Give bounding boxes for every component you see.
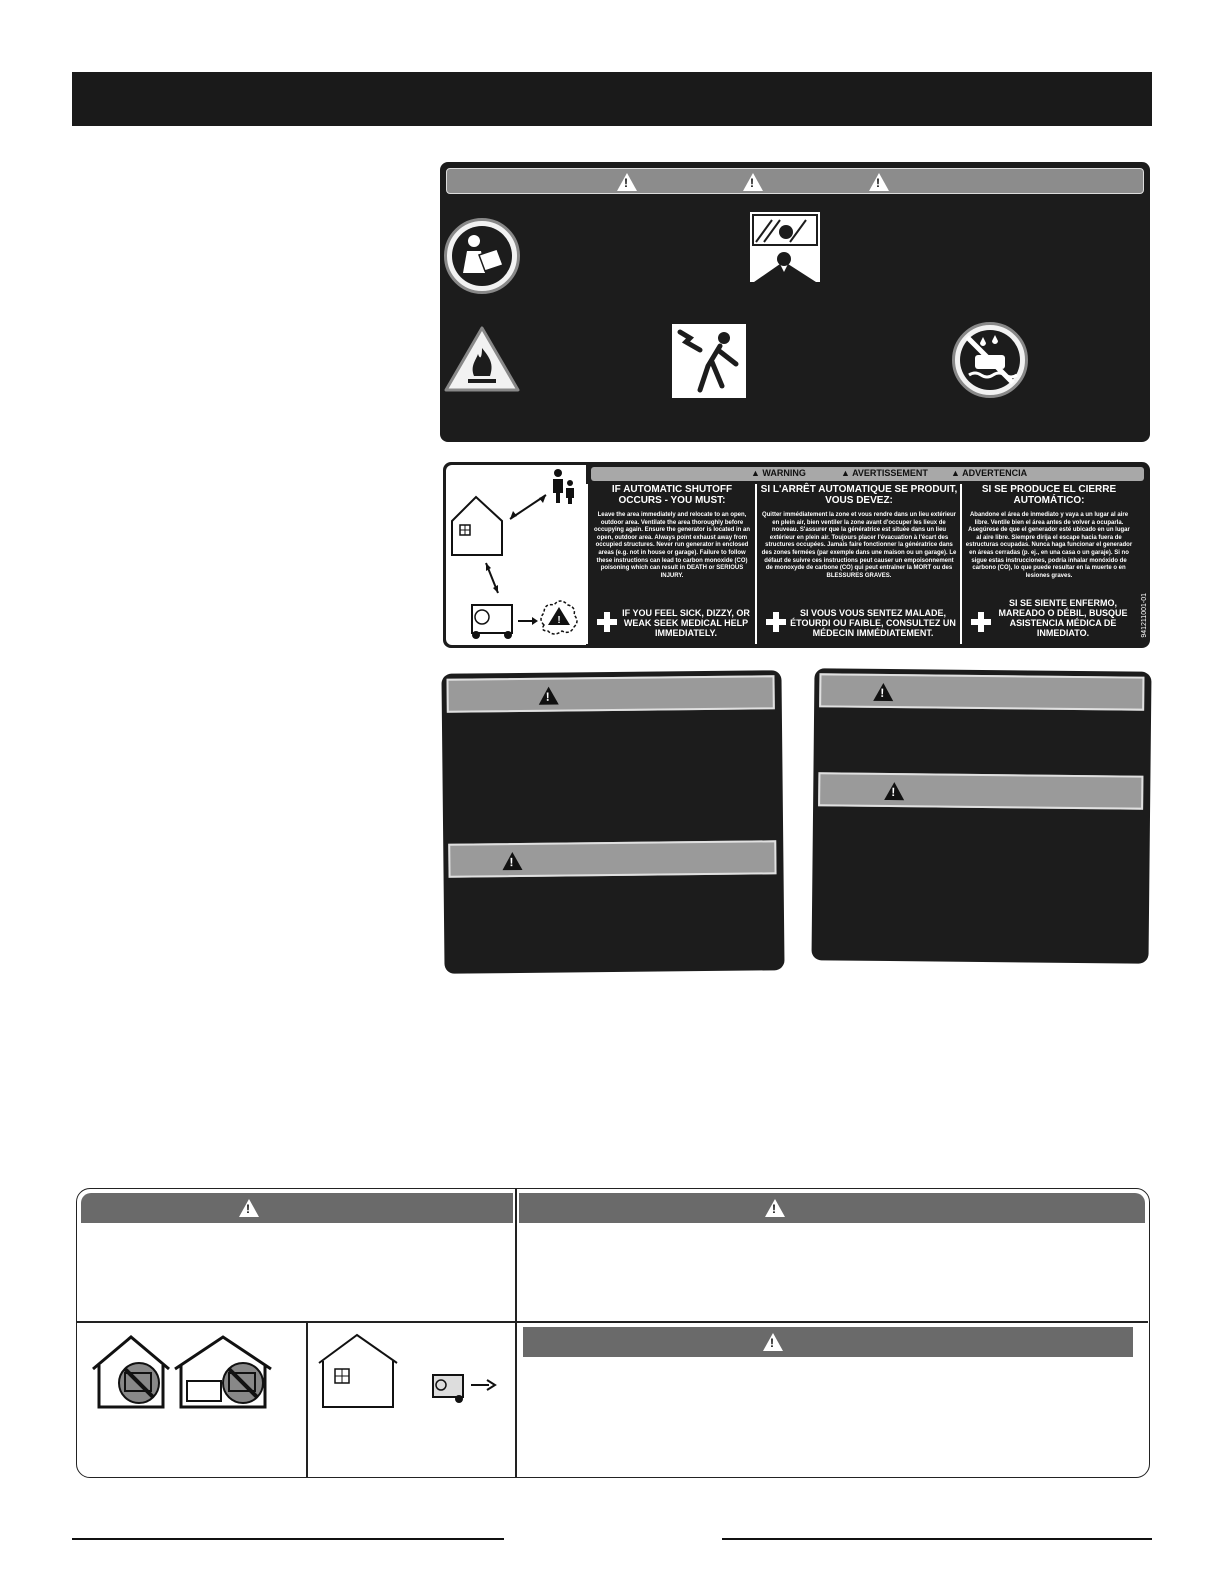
- table-divider: [515, 1189, 517, 1477]
- warning-band: [523, 1327, 1133, 1357]
- band-warning-fr: ▲ AVERTISSEMENT: [841, 468, 928, 478]
- warning-band: [446, 168, 1144, 194]
- column-divider: [755, 484, 757, 644]
- section-header-bar: [72, 72, 1152, 126]
- svg-text:!: !: [557, 615, 561, 626]
- warning-triangle-icon: [884, 782, 904, 800]
- co-warning-table: [76, 1188, 1150, 1478]
- exhaust-cloud-icon: [541, 601, 577, 634]
- warning-label-left: [441, 670, 784, 974]
- column-divider: [960, 484, 962, 644]
- warning-band: [448, 840, 776, 877]
- house-icon: [452, 497, 502, 555]
- band-warning-es: ▲ ADVERTENCIA: [951, 468, 1028, 478]
- people-icon: [553, 469, 574, 504]
- column-divider: [586, 484, 588, 644]
- warning-band: [446, 675, 774, 712]
- read-manual-icon: [444, 218, 520, 294]
- toxic-fumes-icon: [750, 212, 820, 282]
- table-divider: [77, 1321, 1148, 1323]
- warning-band: [519, 1193, 1145, 1223]
- warning-triangle-icon: [765, 1199, 785, 1217]
- part-code: 941211001-01: [1141, 593, 1148, 638]
- warning-triangle-icon: [239, 1199, 259, 1217]
- no-generator-in-garage-icon: [173, 1333, 273, 1418]
- column-title: SI L'ARRÊT AUTOMATIQUE SE PRODUIT, VOUS DEVEZ:: [760, 484, 958, 506]
- house-icon: [319, 1335, 397, 1407]
- no-generator-in-house-icon: [91, 1333, 171, 1418]
- generator-outdoors-icon: [317, 1333, 507, 1418]
- warning-triangle-icon: [743, 173, 763, 191]
- warning-triangle-icon: [763, 1333, 783, 1351]
- no-water-icon: [952, 322, 1028, 398]
- co-pictogram: [446, 465, 586, 645]
- warning-band: [81, 1193, 513, 1223]
- automatic-shutoff-label: [443, 462, 1150, 648]
- column-footer: SI SE SIENTE ENFERMO, MAREADO O DÉBIL, BUSQUE ASISTENCIA MÉDICA DE INMEDIATO.: [998, 598, 1128, 638]
- generator-icon: [472, 605, 512, 639]
- column-footer: SI VOUS VOUS SENTEZ MALADE, ÉTOURDI OU FAIBLE, CONSULTEZ UN MÉDECIN IMMÉDIATEMENT.: [790, 608, 956, 638]
- hazard-pictogram-label: [440, 162, 1150, 442]
- fire-hazard-icon: [442, 324, 522, 399]
- table-divider: [306, 1321, 308, 1477]
- shutoff-column-en: [591, 484, 753, 642]
- column-body: Quitter immédiatement la zone et vous rendre dans un lieu extérieur en plein air, bien ventiler la zone avant d'occuper les lieux de nouveau. S'assurer que la génératrice est située dans un lieu extérieur en plein air. Toujours placer l'évacuation à l'écart des structures occupées. Jamais faire fonctionner la génératrice dans des zones fermées (par exemple dans une maison ou un garage). Le défaut de suivre ces instructions peut causer un empoisonnement de monoxyde de carbone (CO) qui peut entraîner la MORT ou des BLESSURES GRAVES.: [761, 512, 957, 579]
- column-body: Abandone el área de inmediato y vaya a un lugar al aire libre. Ventile bien el área antes de volver a ocuparla. Asegúrese de que el generador esté ubicado en un lugar al aire libre. Siempre dirija el escape hacia fuera de estructuras ocupadas. Nunca haga funcionar el generador en áreas cerradas (p. ej., en una casa o un garaje). Si no sigue estas instrucciones, podría inhalar monóxido de carbono (CO), lo que puede resultar en la muerte o en lesiones graves.: [965, 512, 1133, 579]
- warning-band: [819, 673, 1144, 710]
- tri-lingual-warning-band: [591, 467, 1144, 481]
- shutoff-column-es: [965, 484, 1133, 642]
- warning-label-right: [811, 668, 1151, 964]
- warning-triangle-icon: [617, 173, 637, 191]
- warning-triangle-icon: [873, 683, 893, 701]
- column-title: SI SE PRODUCE EL CIERRE AUTOMÁTICO:: [981, 484, 1117, 506]
- column-footer: IF YOU FEEL SICK, DIZZY, OR WEAK SEEK MEDICAL HELP IMMEDIATELY.: [622, 608, 750, 638]
- shutoff-column-fr: [760, 484, 958, 642]
- warning-triangle-icon: [869, 173, 889, 191]
- footer-rule-left: [72, 1538, 504, 1540]
- band-warning-en: ▲ WARNING: [751, 468, 806, 478]
- column-body: Leave the area immediately and relocate to an open, outdoor area. Ventilate the area thoroughly before occupying again. Ensure the generator is located in an open, outdoor area. Always point exhaust away from occupied structures. Never run generator in enclosed areas (e.g. not in house or garage). Failure to follow these instructions can lead to carbon monoxide (CO) poisoning which can result in DEATH or SERIOUS INJURY.: [593, 512, 751, 579]
- warning-triangle-icon: [502, 852, 522, 870]
- warning-triangle-icon: [539, 687, 559, 705]
- electric-shock-icon: [672, 324, 746, 398]
- column-title: IF AUTOMATIC SHUTOFF OCCURS - YOU MUST:: [611, 484, 733, 506]
- warning-band: [818, 772, 1143, 809]
- generator-icon: [433, 1375, 463, 1403]
- footer-rule-right: [722, 1538, 1152, 1540]
